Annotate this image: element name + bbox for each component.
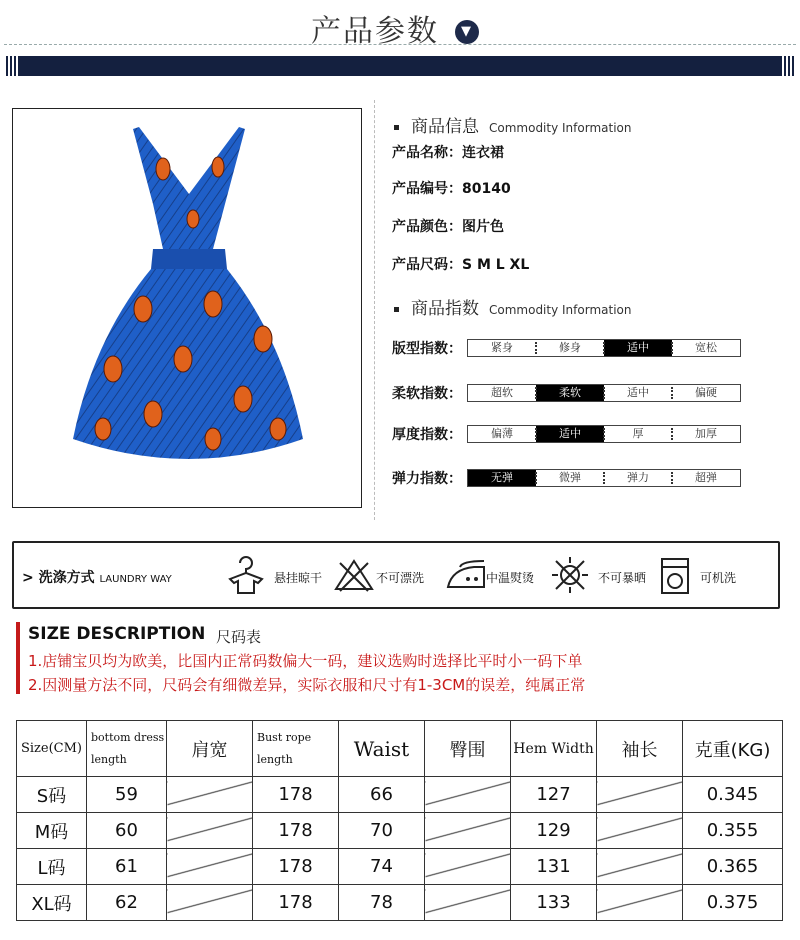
size-subtitle: 尺码表: [216, 628, 262, 646]
index-option: 加厚: [672, 426, 740, 442]
index-label: 厚度指数：: [392, 427, 462, 443]
stripe-decoration: [782, 56, 796, 76]
col-header: Size(CM): [17, 721, 87, 777]
index-option: 无弹: [468, 470, 536, 486]
table-cell: [167, 885, 253, 921]
col-header: Hem Width: [511, 721, 597, 777]
info-row-size: 产品尺码：S M L XL: [392, 257, 530, 273]
no-bleach-icon: [334, 557, 374, 593]
index-option: 宽松: [672, 340, 740, 356]
laundry-title: > 洗涤方式 LAUNDRY WAY: [22, 570, 172, 586]
table-cell: [425, 885, 511, 921]
table-row: [17, 885, 783, 921]
machine-wash-icon: [660, 557, 690, 595]
size-table: [16, 720, 783, 921]
table-cell: 178: [253, 777, 339, 813]
table-cell: 0.355: [683, 813, 783, 849]
index-option: 厚: [604, 426, 672, 442]
hang-dry-icon: [226, 555, 266, 595]
index-option: 柔软: [536, 385, 604, 401]
table-cell: 66: [339, 777, 425, 813]
nav-bar: [4, 56, 796, 76]
index-option: 弹力: [604, 470, 672, 486]
index-option: 偏硬: [672, 385, 740, 401]
index-option: 紧身: [491, 341, 513, 354]
table-cell: 59: [87, 777, 167, 813]
table-cell: 178: [253, 849, 339, 885]
iron-icon: [444, 557, 488, 593]
index-option: 适中: [604, 385, 672, 401]
table-cell: 129: [511, 813, 597, 849]
laundry-label: 中温熨烫: [486, 571, 535, 585]
col-header: 克重(KG): [683, 721, 783, 777]
table-cell: 60: [87, 813, 167, 849]
table-cell: [597, 777, 683, 813]
table-cell: 127: [511, 777, 597, 813]
table-cell: 131: [511, 849, 597, 885]
table-cell: L码: [17, 849, 87, 885]
table-cell: XL码: [17, 885, 87, 921]
table-cell: [597, 885, 683, 921]
stripe-decoration: [4, 56, 18, 76]
page-title: 产品参数 ▼: [0, 6, 800, 50]
divider: [4, 44, 796, 45]
laundry-label: 不可漂洗: [376, 571, 425, 585]
table-cell: 0.345: [683, 777, 783, 813]
table-cell: [167, 777, 253, 813]
index-option: 偏薄: [491, 427, 513, 440]
table-cell: 74: [339, 849, 425, 885]
table-cell: [167, 813, 253, 849]
index-option: 适中: [536, 426, 604, 442]
size-note: 1.店铺宝贝均为欧美，比国内正常码数偏大一码，建议选购时选择比平时小一码下单: [28, 652, 583, 670]
col-header: Waist: [339, 721, 425, 777]
slogan: 我 SHOW 我出色: [695, 8, 778, 19]
size-title: SIZE DESCRIPTION: [28, 624, 206, 644]
col-header: 臀围: [425, 721, 511, 777]
table-cell: [597, 813, 683, 849]
index-label: 版型指数：: [392, 341, 462, 357]
index-scale: [467, 469, 741, 487]
info-row-code: 产品编号：80140: [392, 181, 511, 197]
chevron-down-icon: ▼: [455, 20, 479, 44]
col-header: Bust rope length: [253, 721, 339, 777]
table-cell: 178: [253, 885, 339, 921]
table-cell: 0.365: [683, 849, 783, 885]
index-label: 柔软指数：: [392, 386, 462, 402]
col-header: 袖长: [597, 721, 683, 777]
table-cell: [167, 849, 253, 885]
commodity-index-heading: 商品指数 Commodity Information: [394, 294, 631, 319]
table-cell: 61: [87, 849, 167, 885]
index-option: 超软: [491, 386, 513, 399]
laundry-panel: [12, 541, 780, 609]
col-header: 肩宽: [167, 721, 253, 777]
commodity-info-heading: 商品信息 Commodity Information: [394, 112, 631, 137]
table-cell: [425, 849, 511, 885]
index-scale: [467, 384, 741, 402]
table-cell: 78: [339, 885, 425, 921]
table-cell: [425, 813, 511, 849]
index-option: 超弹: [672, 470, 740, 486]
table-cell: [597, 849, 683, 885]
index-scale: [467, 339, 741, 357]
product-photo: [12, 108, 362, 508]
table-cell: 70: [339, 813, 425, 849]
accent-bar: [16, 622, 20, 694]
index-option: 修身: [536, 340, 604, 356]
index-scale: [467, 425, 741, 443]
table-header-row: [17, 721, 783, 777]
table-cell: [425, 777, 511, 813]
index-option: 适中: [604, 340, 672, 356]
divider: [374, 100, 375, 520]
size-note: 2.因测量方法不同，尺码会有细微差异，实际衣服和尺寸有1-3CM的误差，纯属正常: [28, 676, 586, 694]
table-cell: 178: [253, 813, 339, 849]
table-row: [17, 777, 783, 813]
table-cell: 0.375: [683, 885, 783, 921]
table-cell: M码: [17, 813, 87, 849]
laundry-label: 不可暴晒: [598, 571, 647, 585]
table-cell: 133: [511, 885, 597, 921]
table-cell: S码: [17, 777, 87, 813]
laundry-label: 可机洗: [700, 571, 737, 585]
dress-illustration: [13, 109, 362, 508]
table-cell: 62: [87, 885, 167, 921]
col-header: bottom dress length: [87, 721, 167, 777]
no-sun-icon: [550, 555, 590, 595]
laundry-label: 悬挂晾干: [274, 571, 323, 585]
info-row-color: 产品颜色：图片色: [392, 219, 504, 235]
index-label: 弹力指数：: [392, 471, 462, 487]
index-option: 微弹: [536, 470, 604, 486]
table-row: [17, 813, 783, 849]
table-row: [17, 849, 783, 885]
info-row-name: 产品名称：连衣裙: [392, 145, 504, 161]
